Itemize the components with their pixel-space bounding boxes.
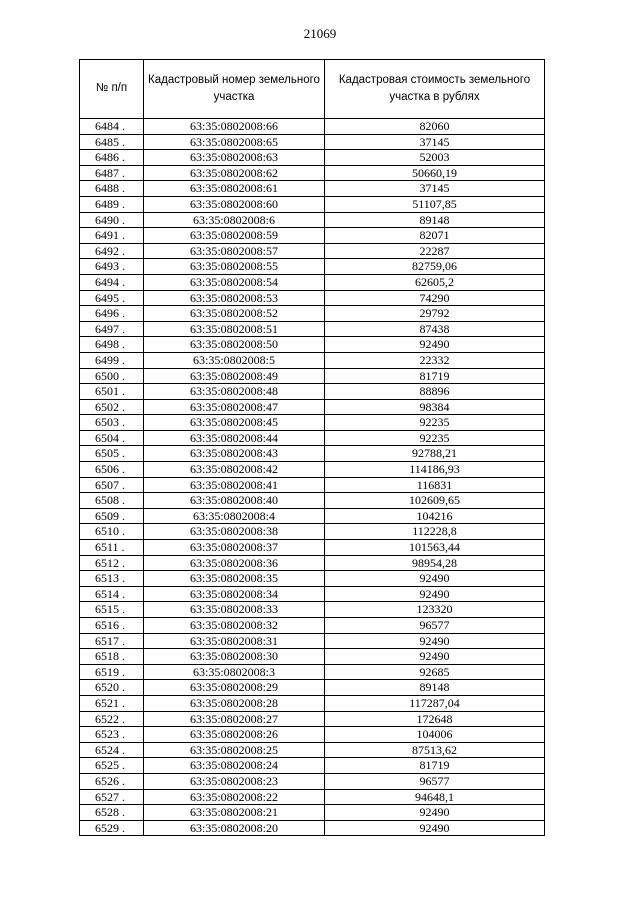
table-row	[80, 274, 545, 290]
row-number-cell: 6512 .	[80, 555, 144, 571]
cadastral-value-cell: 82759,06	[325, 259, 545, 275]
row-number-cell: 6507 .	[80, 477, 144, 493]
cadastral-number-cell: 63:35:0802008:29	[144, 680, 325, 696]
cadastral-number-cell: 63:35:0802008:55	[144, 259, 325, 275]
table-row	[80, 321, 545, 337]
cadastral-number-cell: 63:35:0802008:44	[144, 430, 325, 446]
cadastral-value-cell: 87513,62	[325, 742, 545, 758]
row-number-cell: 6525 .	[80, 758, 144, 774]
table-row	[80, 758, 545, 774]
cadastral-number-cell: 63:35:0802008:40	[144, 493, 325, 509]
row-number-cell: 6521 .	[80, 695, 144, 711]
cadastral-value-cell: 81719	[325, 758, 545, 774]
cadastral-number-cell: 63:35:0802008:37	[144, 540, 325, 556]
row-number-cell: 6511 .	[80, 540, 144, 556]
cadastral-value-cell: 87438	[325, 321, 545, 337]
table-row	[80, 711, 545, 727]
row-number-cell: 6519 .	[80, 664, 144, 680]
cadastral-value-cell: 98954,28	[325, 555, 545, 571]
cadastral-number-cell: 63:35:0802008:42	[144, 462, 325, 478]
cadastral-value-cell: 96577	[325, 618, 545, 634]
cadastral-value-cell: 74290	[325, 290, 545, 306]
table-row	[80, 415, 545, 431]
row-number-cell: 6523 .	[80, 727, 144, 743]
cadastral-number-cell: 63:35:0802008:36	[144, 555, 325, 571]
cadastral-number-cell: 63:35:0802008:27	[144, 711, 325, 727]
cadastral-value-cell: 114186,93	[325, 462, 545, 478]
table-row	[80, 290, 545, 306]
header-row-number: № п/п	[80, 60, 144, 119]
table-row	[80, 228, 545, 244]
cadastral-number-cell: 63:35:0802008:54	[144, 274, 325, 290]
cadastral-value-cell: 92490	[325, 337, 545, 353]
table-row	[80, 727, 545, 743]
row-number-cell: 6492 .	[80, 243, 144, 259]
row-number-cell: 6510 .	[80, 524, 144, 540]
table-row	[80, 618, 545, 634]
cadastral-number-cell: 63:35:0802008:32	[144, 618, 325, 634]
cadastral-value-cell: 50660,19	[325, 165, 545, 181]
table-row	[80, 820, 545, 836]
table-row	[80, 352, 545, 368]
cadastral-value-cell: 172648	[325, 711, 545, 727]
table-row	[80, 680, 545, 696]
page-number: 21069	[303, 26, 337, 41]
row-number-cell: 6502 .	[80, 399, 144, 415]
table-row	[80, 540, 545, 556]
row-number-cell: 6529 .	[80, 820, 144, 836]
cadastral-number-cell: 63:35:0802008:50	[144, 337, 325, 353]
cadastral-number-cell: 63:35:0802008:23	[144, 773, 325, 789]
cadastral-value-cell: 96577	[325, 773, 545, 789]
row-number-cell: 6517 .	[80, 633, 144, 649]
cadastral-value-cell: 92235	[325, 430, 545, 446]
cadastral-value-cell: 102609,65	[325, 493, 545, 509]
cadastral-number-cell: 63:35:0802008:4	[144, 508, 325, 524]
row-number-cell: 6522 .	[80, 711, 144, 727]
row-number-cell: 6520 .	[80, 680, 144, 696]
cadastral-number-cell: 63:35:0802008:61	[144, 181, 325, 197]
table-row	[80, 446, 545, 462]
cadastral-number-cell: 63:35:0802008:6	[144, 212, 325, 228]
table-row	[80, 196, 545, 212]
table-header-row	[80, 60, 545, 119]
cadastral-value-cell: 82060	[325, 119, 545, 135]
cadastral-number-cell: 63:35:0802008:60	[144, 196, 325, 212]
cadastral-number-cell: 63:35:0802008:53	[144, 290, 325, 306]
row-number-cell: 6497 .	[80, 321, 144, 337]
cadastral-number-cell: 63:35:0802008:62	[144, 165, 325, 181]
cadastral-number-cell: 63:35:0802008:45	[144, 415, 325, 431]
cadastral-value-cell: 89148	[325, 212, 545, 228]
cadastral-value-cell: 22332	[325, 352, 545, 368]
table-row	[80, 134, 545, 150]
table-row	[80, 181, 545, 197]
cadastral-value-cell: 101563,44	[325, 540, 545, 556]
header-cadastral-value: Кадастровая стоимость земельного участка в рублях	[325, 60, 545, 119]
cadastral-value-cell: 89148	[325, 680, 545, 696]
cadastral-number-cell: 63:35:0802008:21	[144, 805, 325, 821]
cadastral-value-cell: 52003	[325, 150, 545, 166]
row-number-cell: 6494 .	[80, 274, 144, 290]
table-row	[80, 306, 545, 322]
table-row	[80, 165, 545, 181]
row-number-cell: 6491 .	[80, 228, 144, 244]
cadastral-value-cell: 92685	[325, 664, 545, 680]
table-row	[80, 259, 545, 275]
table-row	[80, 649, 545, 665]
cadastral-number-cell: 63:35:0802008:31	[144, 633, 325, 649]
cadastral-number-cell: 63:35:0802008:63	[144, 150, 325, 166]
cadastral-value-cell: 112228,8	[325, 524, 545, 540]
row-number-cell: 6504 .	[80, 430, 144, 446]
table-row	[80, 384, 545, 400]
row-number-cell: 6489 .	[80, 196, 144, 212]
table-row	[80, 337, 545, 353]
cadastral-number-cell: 63:35:0802008:30	[144, 649, 325, 665]
row-number-cell: 6488 .	[80, 181, 144, 197]
table-row	[80, 633, 545, 649]
cadastral-value-cell: 116831	[325, 477, 545, 493]
table-row	[80, 742, 545, 758]
table-row	[80, 493, 545, 509]
row-number-cell: 6509 .	[80, 508, 144, 524]
cadastral-value-cell: 81719	[325, 368, 545, 384]
cadastral-number-cell: 63:35:0802008:49	[144, 368, 325, 384]
cadastral-number-cell: 63:35:0802008:65	[144, 134, 325, 150]
cadastral-number-cell: 63:35:0802008:47	[144, 399, 325, 415]
cadastral-value-cell: 82071	[325, 228, 545, 244]
table-row	[80, 805, 545, 821]
cadastral-value-cell: 98384	[325, 399, 545, 415]
cadastral-value-cell: 29792	[325, 306, 545, 322]
row-number-cell: 6527 .	[80, 789, 144, 805]
cadastral-number-cell: 63:35:0802008:25	[144, 742, 325, 758]
table-row	[80, 477, 545, 493]
cadastral-value-cell: 92235	[325, 415, 545, 431]
row-number-cell: 6526 .	[80, 773, 144, 789]
cadastral-number-cell: 63:35:0802008:20	[144, 820, 325, 836]
row-number-cell: 6500 .	[80, 368, 144, 384]
row-number-cell: 6496 .	[80, 306, 144, 322]
cadastral-number-cell: 63:35:0802008:52	[144, 306, 325, 322]
table-row	[80, 571, 545, 587]
table-row	[80, 508, 545, 524]
row-number-cell: 6501 .	[80, 384, 144, 400]
table-row	[80, 150, 545, 166]
row-number-cell: 6515 .	[80, 602, 144, 618]
cadastral-value-cell: 92788,21	[325, 446, 545, 462]
row-number-cell: 6484 .	[80, 119, 144, 135]
cadastral-value-cell: 51107,85	[325, 196, 545, 212]
table-row	[80, 789, 545, 805]
cadastral-value-cell: 37145	[325, 181, 545, 197]
cadastral-number-cell: 63:35:0802008:35	[144, 571, 325, 587]
cadastral-number-cell: 63:35:0802008:33	[144, 602, 325, 618]
row-number-cell: 6487 .	[80, 165, 144, 181]
table-row	[80, 555, 545, 571]
cadastral-number-cell: 63:35:0802008:51	[144, 321, 325, 337]
cadastral-value-cell: 92490	[325, 649, 545, 665]
cadastral-value-cell: 94648,1	[325, 789, 545, 805]
cadastral-number-cell: 63:35:0802008:22	[144, 789, 325, 805]
table-row	[80, 586, 545, 602]
header-cadastral-number: Кадастровый номер земельного участка	[144, 60, 325, 119]
cadastral-value-cell: 22287	[325, 243, 545, 259]
table-row	[80, 119, 545, 135]
cadastral-value-cell: 117287,04	[325, 695, 545, 711]
table-row	[80, 399, 545, 415]
cadastral-value-cell: 88896	[325, 384, 545, 400]
table-row	[80, 524, 545, 540]
cadastral-value-cell: 92490	[325, 805, 545, 821]
table-row	[80, 664, 545, 680]
cadastral-number-cell: 63:35:0802008:5	[144, 352, 325, 368]
row-number-cell: 6524 .	[80, 742, 144, 758]
cadastral-number-cell: 63:35:0802008:48	[144, 384, 325, 400]
table-row	[80, 212, 545, 228]
row-number-cell: 6485 .	[80, 134, 144, 150]
row-number-cell: 6503 .	[80, 415, 144, 431]
cadastral-number-cell: 63:35:0802008:26	[144, 727, 325, 743]
cadastral-value-cell: 104006	[325, 727, 545, 743]
row-number-cell: 6506 .	[80, 462, 144, 478]
cadastral-number-cell: 63:35:0802008:38	[144, 524, 325, 540]
row-number-cell: 6518 .	[80, 649, 144, 665]
table-row	[80, 462, 545, 478]
row-number-cell: 6514 .	[80, 586, 144, 602]
row-number-cell: 6516 .	[80, 618, 144, 634]
row-number-cell: 6513 .	[80, 571, 144, 587]
cadastral-value-cell: 92490	[325, 571, 545, 587]
cadastral-number-cell: 63:35:0802008:28	[144, 695, 325, 711]
table-row	[80, 368, 545, 384]
row-number-cell: 6490 .	[80, 212, 144, 228]
row-number-cell: 6499 .	[80, 352, 144, 368]
cadastral-value-table	[79, 59, 545, 836]
row-number-cell: 6498 .	[80, 337, 144, 353]
table-row	[80, 602, 545, 618]
cadastral-value-cell: 62605,2	[325, 274, 545, 290]
table-body	[80, 119, 545, 836]
cadastral-value-cell: 92490	[325, 586, 545, 602]
cadastral-value-cell: 37145	[325, 134, 545, 150]
row-number-cell: 6493 .	[80, 259, 144, 275]
cadastral-number-cell: 63:35:0802008:24	[144, 758, 325, 774]
table-row	[80, 695, 545, 711]
row-number-cell: 6486 .	[80, 150, 144, 166]
cadastral-number-cell: 63:35:0802008:57	[144, 243, 325, 259]
row-number-cell: 6528 .	[80, 805, 144, 821]
cadastral-number-cell: 63:35:0802008:3	[144, 664, 325, 680]
cadastral-number-cell: 63:35:0802008:43	[144, 446, 325, 462]
table-row	[80, 430, 545, 446]
row-number-cell: 6495 .	[80, 290, 144, 306]
table-row	[80, 773, 545, 789]
row-number-cell: 6505 .	[80, 446, 144, 462]
cadastral-number-cell: 63:35:0802008:59	[144, 228, 325, 244]
row-number-cell: 6508 .	[80, 493, 144, 509]
table-row	[80, 243, 545, 259]
cadastral-value-cell: 104216	[325, 508, 545, 524]
cadastral-number-cell: 63:35:0802008:34	[144, 586, 325, 602]
cadastral-value-cell: 123320	[325, 602, 545, 618]
cadastral-value-cell: 92490	[325, 820, 545, 836]
cadastral-number-cell: 63:35:0802008:66	[144, 119, 325, 135]
cadastral-value-cell: 92490	[325, 633, 545, 649]
cadastral-number-cell: 63:35:0802008:41	[144, 477, 325, 493]
